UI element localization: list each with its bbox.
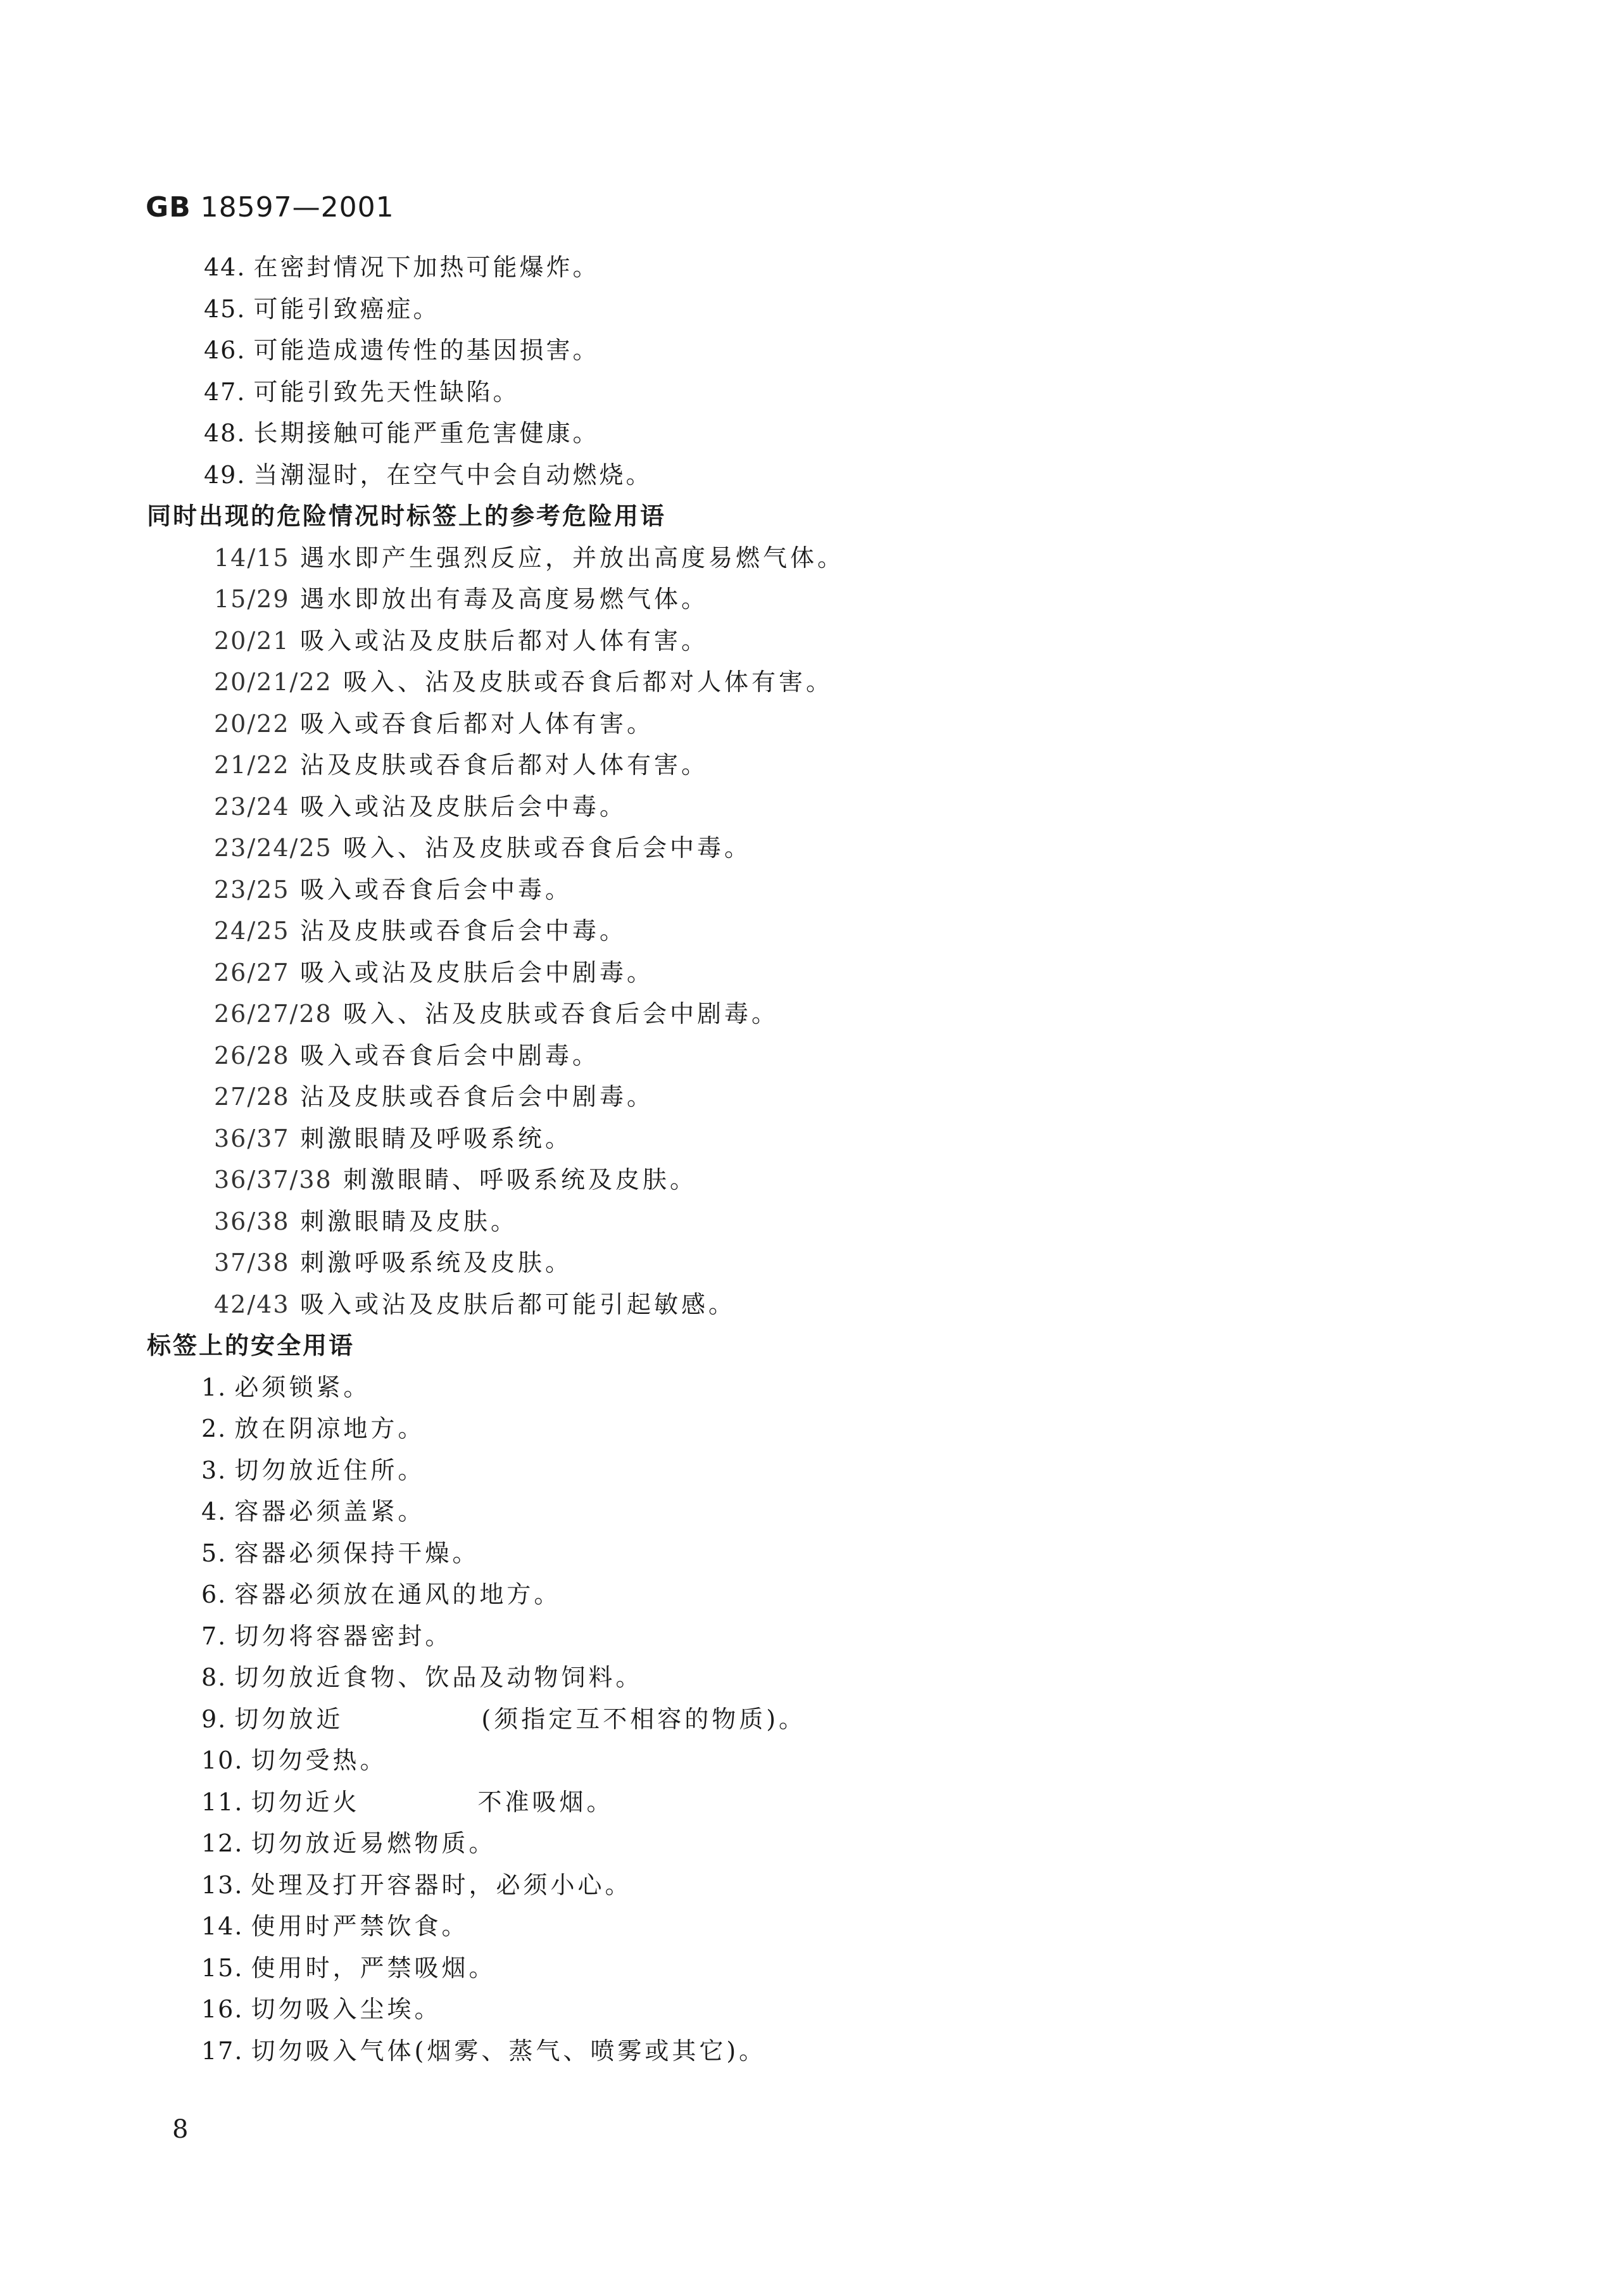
combination-code: 21/22 xyxy=(214,751,290,779)
standard-number: 18597—2001 xyxy=(191,191,394,224)
item-text: 吸入或沾及皮肤后会中毒。 xyxy=(300,792,627,821)
safety-phrase-item xyxy=(0,1989,1622,2031)
combined-phrase-item xyxy=(0,911,1622,952)
item-text: 沾及皮肤或吞食后会中剧毒。 xyxy=(300,1083,655,1111)
risk-phrase-item xyxy=(0,289,1622,331)
risk-phrase-item xyxy=(0,247,1622,289)
combined-phrase-item xyxy=(0,703,1622,745)
combined-phrase-item xyxy=(0,1284,1622,1326)
item-text: 遇水即放出有毒及高度易燃气体。 xyxy=(300,585,709,613)
item-text: 吸入、沾及皮肤或吞食后会中剧毒。 xyxy=(343,1000,779,1028)
combination-code: 23/24 xyxy=(214,792,290,821)
page-number: 8 xyxy=(172,2115,189,2144)
item-number: 16. xyxy=(201,1995,244,2023)
safety-phrase-item xyxy=(0,1450,1622,1492)
item-text: 吸入或吞食后都对人体有害。 xyxy=(300,709,655,738)
item-number: 48. xyxy=(204,419,246,447)
item-text: 吸入、沾及皮肤或吞食后都对人体有害。 xyxy=(343,668,834,696)
item-text: 吸入或吞食后会中剧毒。 xyxy=(300,1041,600,1069)
combination-code: 26/27/28 xyxy=(214,1000,332,1028)
combination-code: 26/28 xyxy=(214,1041,290,1069)
item-number: 8. xyxy=(201,1663,227,1691)
combined-phrase-item xyxy=(0,786,1622,828)
safety-phrase-item xyxy=(0,1367,1622,1409)
item-number: 13. xyxy=(201,1870,244,1899)
item-text: 容器必须放在通风的地方。 xyxy=(234,1580,562,1608)
safety-phrase-item xyxy=(0,2031,1622,2072)
item-number: 44. xyxy=(204,253,246,281)
risk-phrase-item xyxy=(0,455,1622,496)
combined-phrase-item xyxy=(0,1201,1622,1243)
item-number: 6. xyxy=(201,1580,227,1608)
item-text: 可能引致先天性缺陷。 xyxy=(253,377,520,406)
item-text: 放在阴凉地方。 xyxy=(234,1415,425,1442)
standard-prefix: GB xyxy=(146,191,191,224)
combined-phrase-item xyxy=(0,621,1622,662)
item-text: 刺激眼睛及呼吸系统。 xyxy=(300,1124,573,1152)
item-text-suffix: 不准吸烟。 xyxy=(477,1788,614,1816)
item-number: 47. xyxy=(204,377,246,406)
item-text: 刺激呼吸系统及皮肤。 xyxy=(300,1249,573,1277)
item-text: 吸入或沾及皮肤后都可能引起敏感。 xyxy=(300,1290,736,1318)
safety-phrase-item xyxy=(0,1782,1622,1824)
combination-code: 36/37 xyxy=(214,1124,290,1152)
combined-phrase-item xyxy=(0,993,1622,1035)
item-text: 切勿放近易燃物质。 xyxy=(251,1829,496,1857)
combination-code: 36/37/38 xyxy=(214,1166,332,1194)
combined-phrase-item xyxy=(0,828,1622,869)
combined-phrase-item xyxy=(0,1076,1622,1118)
item-number: 1. xyxy=(201,1373,227,1401)
combination-code: 15/29 xyxy=(214,585,290,613)
item-number: 11. xyxy=(201,1788,244,1816)
combination-code: 42/43 xyxy=(214,1290,290,1318)
item-text: 可能引致癌症。 xyxy=(253,294,440,323)
item-text: 吸入或吞食后会中毒。 xyxy=(300,875,573,904)
combined-phrase-item xyxy=(0,869,1622,911)
item-text: 处理及打开容器时，必须小心。 xyxy=(251,1870,632,1899)
item-text: 切勿吸入尘埃。 xyxy=(251,1995,442,2023)
combination-code: 37/38 xyxy=(214,1249,290,1277)
safety-phrase-item xyxy=(0,1408,1622,1450)
item-text: 容器必须保持干燥。 xyxy=(234,1539,480,1567)
combined-phrase-item xyxy=(0,1035,1622,1077)
risk-phrase-item xyxy=(0,330,1622,372)
item-text: 吸入、沾及皮肤或吞食后会中毒。 xyxy=(343,834,752,862)
item-text: 沾及皮肤或吞食后会中毒。 xyxy=(300,917,627,945)
item-text: 长期接触可能严重危害健康。 xyxy=(253,419,600,447)
item-text: 刺激眼睛及皮肤。 xyxy=(300,1207,519,1235)
combined-phrase-item xyxy=(0,1159,1622,1201)
safety-phrase-item xyxy=(0,1533,1622,1575)
item-number: 49. xyxy=(204,460,246,489)
item-number: 14. xyxy=(201,1912,244,1940)
item-text: 在密封情况下加热可能爆炸。 xyxy=(253,253,600,281)
item-text: 切勿放近 xyxy=(234,1705,344,1733)
safety-phrase-item xyxy=(0,1699,1622,1741)
combination-code: 36/38 xyxy=(214,1207,290,1235)
risk-phrase-item xyxy=(0,372,1622,413)
safety-phrase-item xyxy=(0,1823,1622,1865)
combination-code: 24/25 xyxy=(214,917,290,945)
combined-phrase-item xyxy=(0,538,1622,579)
item-text: 切勿将容器密封。 xyxy=(234,1622,453,1650)
combined-phrase-item xyxy=(0,1242,1622,1284)
safety-phrase-item xyxy=(0,1657,1622,1699)
combination-code: 23/24/25 xyxy=(214,834,332,862)
item-text: 使用时严禁饮食。 xyxy=(251,1912,469,1940)
item-number: 45. xyxy=(204,294,246,323)
standard-code xyxy=(146,191,394,224)
item-text: 刺激眼睛、呼吸系统及皮肤。 xyxy=(343,1166,698,1194)
item-number: 7. xyxy=(201,1622,227,1650)
item-text: 使用时，严禁吸烟。 xyxy=(251,1953,496,1982)
item-text: 吸入或沾及皮肤后都对人体有害。 xyxy=(300,626,709,655)
item-text: 切勿放近食物、饮品及动物饲料。 xyxy=(234,1663,643,1691)
item-text: 沾及皮肤或吞食后都对人体有害。 xyxy=(300,751,709,779)
item-number: 5. xyxy=(201,1539,227,1567)
item-number: 15. xyxy=(201,1953,244,1982)
item-number: 9. xyxy=(201,1705,227,1733)
combined-phrase-item xyxy=(0,579,1622,621)
item-number: 46. xyxy=(204,336,246,364)
combination-code: 26/27 xyxy=(214,958,290,987)
combined-phrase-item xyxy=(0,1118,1622,1160)
item-text: 切勿近火 xyxy=(251,1788,360,1816)
safety-phrase-item xyxy=(0,1574,1622,1616)
item-text: 必须锁紧。 xyxy=(234,1373,371,1401)
combination-code: 20/22 xyxy=(214,709,290,738)
item-number: 10. xyxy=(201,1746,244,1774)
safety-phrase-item xyxy=(0,1906,1622,1948)
safety-phrase-item xyxy=(0,1948,1622,1990)
item-number: 2. xyxy=(201,1415,227,1442)
combined-section-heading: 同时出现的危险情况时标签上的参考危险用语 xyxy=(147,502,667,530)
risk-phrase-list xyxy=(0,247,1622,2072)
combined-phrase-item xyxy=(0,662,1622,703)
risk-phrase-item xyxy=(0,413,1622,455)
item-text: 当潮湿时，在空气中会自动燃烧。 xyxy=(253,460,653,489)
item-text: 容器必须盖紧。 xyxy=(234,1498,425,1525)
item-number: 12. xyxy=(201,1829,244,1857)
combination-code: 20/21 xyxy=(214,626,290,655)
safety-phrase-item xyxy=(0,1865,1622,1907)
item-text: 切勿放近住所。 xyxy=(234,1456,425,1484)
item-number: 17. xyxy=(201,2036,244,2065)
safety-phrase-item xyxy=(0,1740,1622,1782)
item-text: 遇水即产生强烈反应，并放出高度易燃气体。 xyxy=(300,543,845,572)
item-text: 切勿受热。 xyxy=(251,1746,387,1774)
combination-code: 23/25 xyxy=(214,875,290,904)
combined-phrase-item xyxy=(0,952,1622,994)
safety-phrase-item xyxy=(0,1491,1622,1533)
item-number: 3. xyxy=(201,1456,227,1484)
item-text-suffix: (须指定互不相容的物质)。 xyxy=(481,1705,807,1733)
item-text: 吸入或沾及皮肤后会中剧毒。 xyxy=(300,958,655,987)
item-text: 可能造成遗传性的基因损害。 xyxy=(253,336,600,364)
item-number: 4. xyxy=(201,1498,227,1525)
combination-code: 20/21/22 xyxy=(214,668,332,696)
combination-code: 14/15 xyxy=(214,543,290,572)
safety-section-heading: 标签上的安全用语 xyxy=(147,1332,355,1359)
safety-phrase-item xyxy=(0,1616,1622,1658)
combination-code: 27/28 xyxy=(214,1083,290,1111)
combined-phrase-item xyxy=(0,745,1622,786)
item-text: 切勿吸入气体(烟雾、蒸气、喷雾或其它)。 xyxy=(251,2036,767,2065)
